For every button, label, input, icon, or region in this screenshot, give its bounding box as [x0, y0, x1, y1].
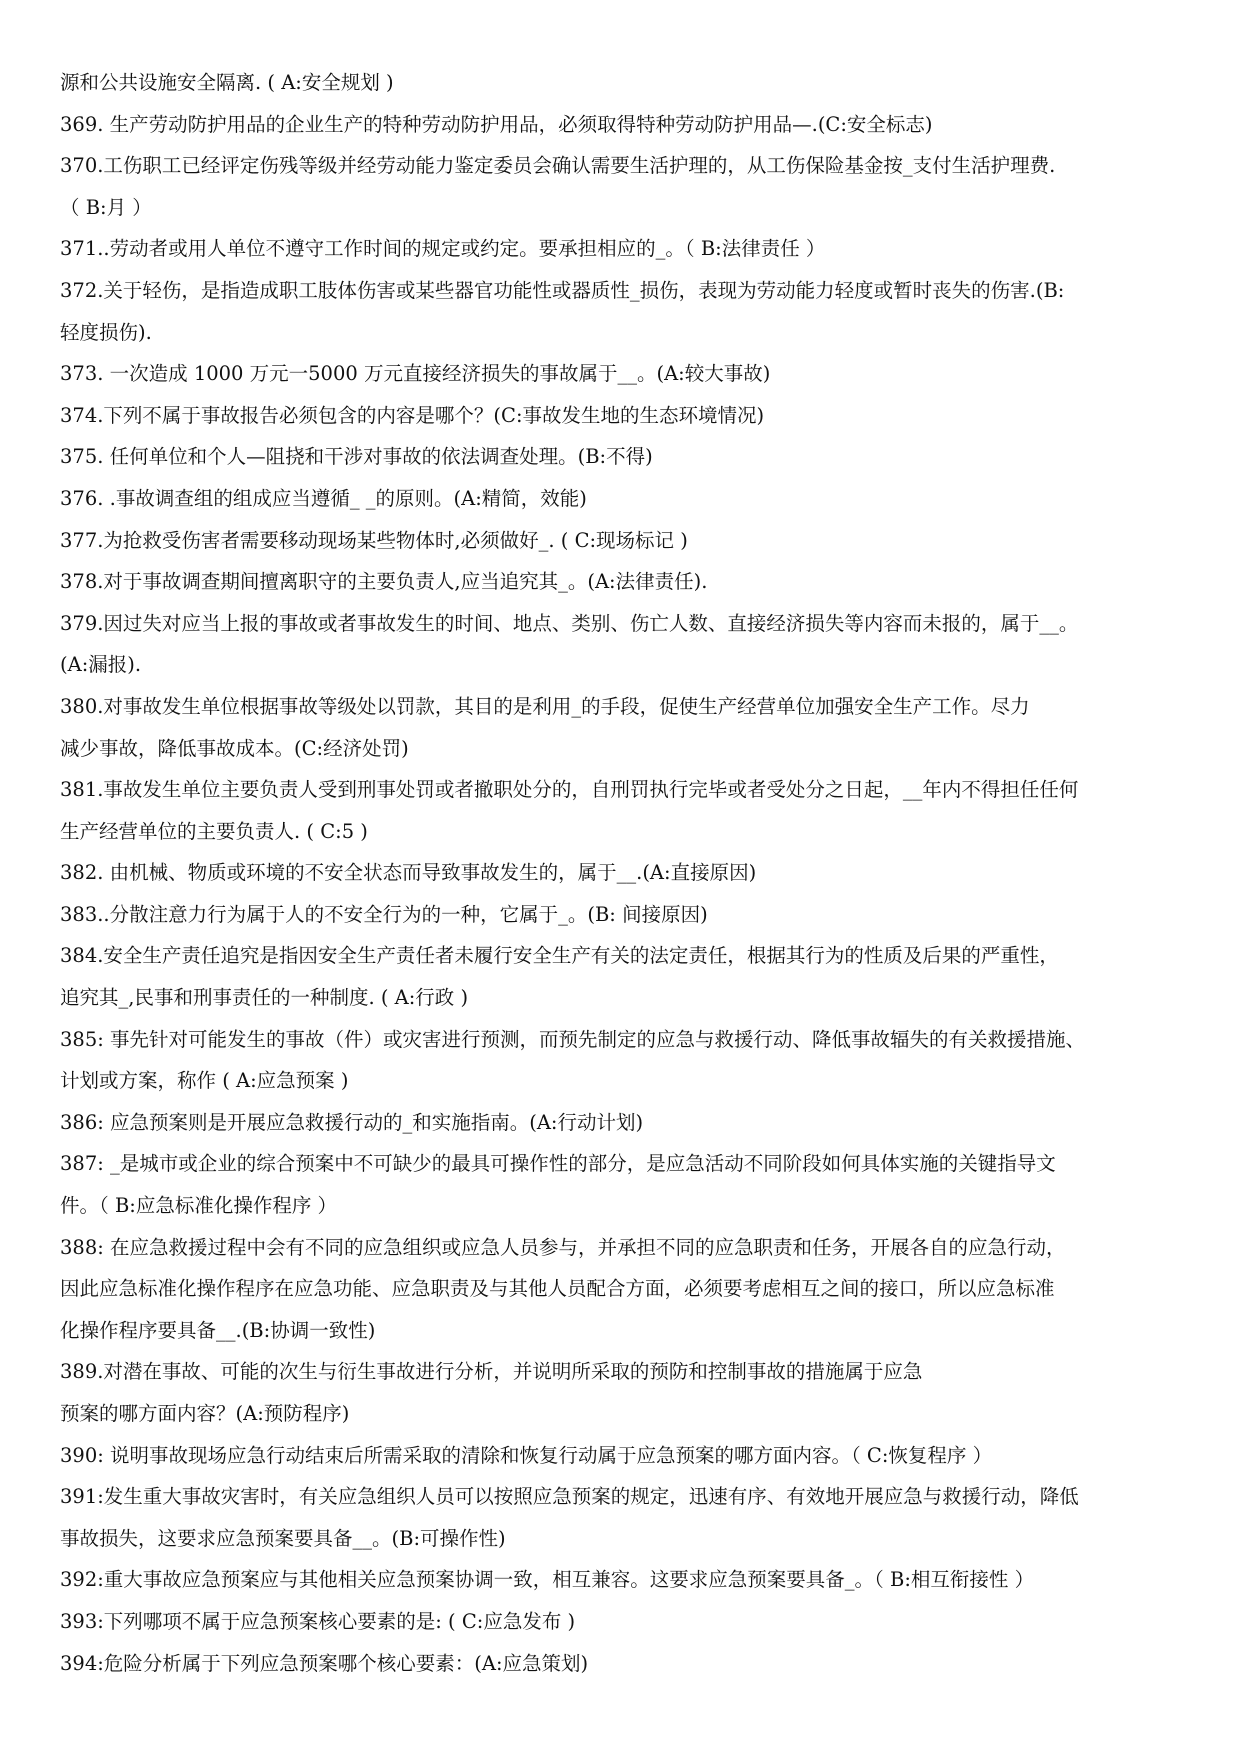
text-line: 378.对于事故调查期间擅离职守的主要负责人,应当追究其_。(A:法律责任).: [60, 570, 708, 594]
text-line: 393:下列哪项不属于应急预案核心要素的是: ( C:应急发布 ): [60, 1609, 576, 1633]
text-line: 计划或方案，称作 ( A:应急预案 ): [60, 1069, 349, 1093]
text-line: 392:重大事故应急预案应与其他相关应急预案协调一致，相互兼容。这要求应急预案要具备_。（ B:相互衔接性 ）: [60, 1568, 1035, 1592]
text-line: (A:漏报).: [60, 653, 142, 677]
text-line: 390: 说明事故现场应急行动结束后所需采取的清除和恢复行动属于应急预案的哪方面内容。（ C:恢复程序 ）: [60, 1443, 993, 1467]
text-line: 369. 生产劳动防护用品的企业生产的特种劳动防护用品，必须取得特种劳动防护用品—.(C:安全标志): [60, 112, 933, 136]
text-line: 源和公共设施安全隔离. ( A:安全规划 ): [60, 71, 394, 94]
text-line: 381.事故发生单位主要负责人受到刑事处罚或者撤职处分的，自刑罚执行完毕或者受处分之日起，__年内不得担任任何: [60, 778, 1079, 802]
text-line: 375. 任何单位和个人—阻挠和干涉对事故的依法调查处理。(B:不得): [60, 445, 653, 469]
text-line: 化操作程序要具备__.(B:协调一致性): [60, 1318, 376, 1342]
text-line: 391:发生重大事故灾害时，有关应急组织人员可以按照应急预案的规定，迅速有序、有效地开展应急与救援行动，降低: [60, 1485, 1079, 1509]
text-line: 384.安全生产责任追究是指因安全生产责任者未履行安全生产有关的法定责任，根据其行为的性质及后果的严重性，: [60, 944, 1059, 968]
text-line: 事故损失，这要求应急预案要具备__。(B:可操作性): [60, 1526, 506, 1550]
text-line: 382. 由机械、物质或环境的不安全状态而导致事故发生的，属于__.(A:直接原因): [60, 861, 757, 885]
text-line: 371..劳动者或用人单位不遵守工作时间的规定或约定。要承担相应的_。（ B:法律责任 ）: [60, 237, 826, 261]
text-line: 372.关于轻伤，是指造成职工肢体伤害或某些器官功能性或器质性_损伤，表现为劳动能力轻度或暂时丧失的伤害.(B:: [60, 278, 1065, 302]
text-line: 385: 事先针对可能发生的事故（件）或灾害进行预测，而预先制定的应急与救援行动、降低事故辐失的有关救援措施、: [60, 1027, 1085, 1051]
text-line: 380.对事故发生单位根据事故等级处以罚款，其目的是利用_的手段，促使生产经营单位加强安全生产工作。尽力: [60, 694, 1030, 718]
text-line: 383..分散注意力行为属于人的不安全行为的一种，它属于_。(B: 间接原因): [60, 902, 708, 926]
text-line: 因此应急标准化操作程序在应急功能、应急职责及与其他人员配合方面，必须要考虑相互之间的接口，所以应急标准: [60, 1277, 1055, 1301]
text-line: 370.工伤职工已经评定伤残等级并经劳动能力鉴定委员会确认需要生活护理的，从工伤保险基金按_支付生活护理费.: [60, 154, 1056, 178]
text-line: 生产经营单位的主要负责人. ( C:5 ): [60, 819, 368, 843]
text-line: 379.因过失对应当上报的事故或者事故发生的时间、地点、类别、伤亡人数、直接经济损失等内容而未报的，属于__。: [60, 611, 1079, 635]
text-line: 394:危险分析属于下列应急预案哪个核心要素：(A:应急策划): [60, 1651, 589, 1675]
text-line: 373. 一次造成 1000 万元一5000 万元直接经济损失的事故属于__。(A:较大事故): [60, 362, 771, 386]
text-line: 386: 应急预案则是开展应急救援行动的_和实施指南。(A:行动计划): [60, 1110, 644, 1134]
text-line: （ B:月 ）: [60, 195, 152, 219]
text-line: 轻度损伤).: [60, 320, 152, 344]
text-line: 389.对潜在事故、可能的次生与衍生事故进行分析，并说明所采取的预防和控制事故的措施属于应急: [60, 1360, 923, 1384]
text-line: 减少事故，降低事故成本。(C:经济处罚): [60, 736, 409, 760]
text-line: 387: _是城市或企业的综合预案中不可缺少的最具可操作性的部分，是应急活动不同阶段如何具体实施的关键指导文: [60, 1152, 1056, 1176]
text-line: 376. .事故调查组的组成应当遵循_ _的原则。(A:精简，效能): [60, 486, 587, 510]
text-line: 件。（ B:应急标准化操作程序 ）: [60, 1194, 338, 1218]
text-line: 追究其_,民事和刑事责任的一种制度. ( A:行政 ): [60, 986, 469, 1010]
text-line: 374.下列不属于事故报告必须包含的内容是哪个？(C:事故发生地的生态环境情况): [60, 403, 765, 427]
text-line: 预案的哪方面内容？(A:预防程序): [60, 1402, 350, 1425]
text-line: 388: 在应急救援过程中会有不同的应急组织或应急人员参与，并承担不同的应急职责和任务，开展各自的应急行动，: [60, 1235, 1066, 1259]
text-line: 377.为抢救受伤害者需要移动现场某些物体时,必须做好_. ( C:现场标记 ): [60, 528, 688, 552]
